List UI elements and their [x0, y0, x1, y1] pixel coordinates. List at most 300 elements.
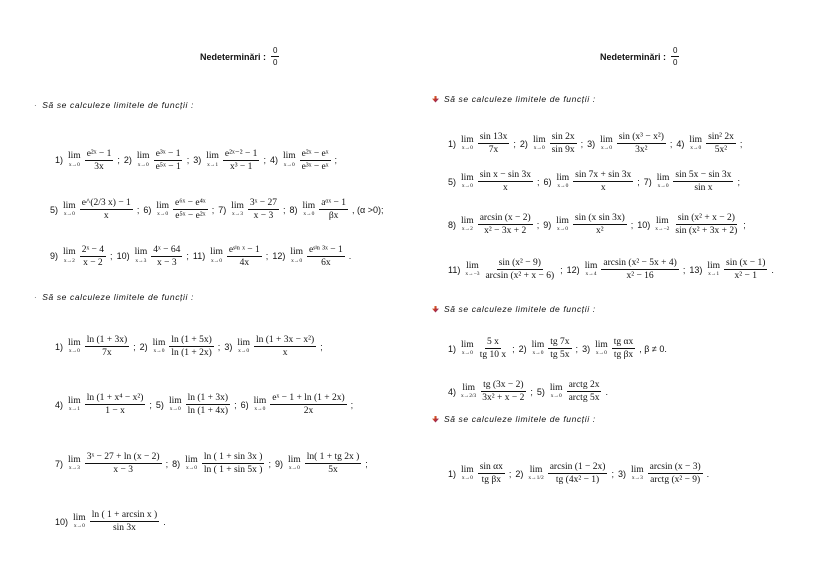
fraction [548, 462, 608, 485]
limit-operator [210, 248, 223, 264]
limit-subscript: x→−2 [655, 226, 670, 232]
fraction [151, 245, 182, 268]
fraction [724, 258, 767, 281]
limit-operator [461, 466, 474, 482]
fraction [673, 213, 739, 236]
numerator: ln (1 + x⁴ − x²) [86, 393, 144, 403]
problem-number: 1) [448, 468, 457, 479]
separator: ; [263, 155, 266, 165]
fraction [227, 244, 262, 268]
problem-item [567, 258, 686, 281]
separator: ; [217, 341, 221, 352]
heading-label: Nedeterminări : [200, 51, 267, 62]
denominator: x − 2 [83, 257, 103, 268]
limit-subscript: x→0 [68, 348, 80, 354]
lim-word: lim [136, 151, 150, 161]
problem-number: 4) [448, 386, 457, 397]
fraction [573, 170, 633, 193]
problem-item [537, 380, 608, 403]
lim-word: lim [689, 134, 703, 145]
section-title-text: Să se calculeze limitele de funcții : [444, 304, 596, 314]
denominator: x − 3 [253, 211, 274, 221]
problem-item [50, 198, 139, 221]
limit-operator [254, 397, 267, 413]
numerator: sin (x sin 3x) [574, 213, 625, 223]
problem-item [241, 393, 354, 416]
lim-word: lim [600, 134, 613, 145]
separator: ; [536, 176, 540, 187]
numerator: sin x − sin 3x [479, 170, 531, 180]
problem-item [543, 170, 639, 193]
denominator: 3x² + x − 2 [482, 393, 525, 403]
denominator: 0 [673, 58, 678, 67]
problem-number: 5) [536, 386, 545, 397]
fraction [319, 198, 348, 221]
fraction [173, 198, 208, 221]
denominator: arctg (x² − 9) [650, 475, 701, 485]
limit-operator [237, 339, 250, 355]
problem-item [218, 198, 285, 221]
limit-subscript: x→0 [303, 211, 315, 217]
denominator: x − 3 [157, 257, 177, 268]
problem-number: 3) [587, 138, 596, 149]
limit-operator [63, 202, 76, 218]
numerator: eˢⁱⁿ ³ˣ − 1 [309, 245, 343, 255]
lim-word: lim [461, 464, 474, 475]
numerator: ln (1 + 3x − x²) [256, 335, 315, 345]
problem-number: 4) [269, 155, 278, 165]
denominator: ln (1 + 2x) [171, 348, 212, 358]
lim-word: lim [290, 247, 303, 257]
problem-item [644, 170, 740, 193]
denominator: 3x² [635, 145, 648, 155]
section-title-text: Să se calculeze limitele de funcții : [42, 292, 194, 302]
problem-number: 8) [172, 458, 181, 469]
problem-number: 3) [582, 343, 591, 354]
fraction [550, 132, 577, 155]
problem-item [172, 452, 271, 475]
problem-number: 9) [275, 458, 284, 469]
problem-row [55, 335, 327, 358]
separator: ; [560, 264, 563, 275]
problem-row [50, 198, 387, 221]
problem-row [448, 213, 750, 236]
limit-operator [137, 152, 150, 168]
problem-item [448, 337, 515, 360]
denominator: 5x [328, 465, 338, 475]
separator: ; [265, 251, 269, 261]
limit-operator [156, 202, 169, 218]
problem-item [689, 258, 774, 281]
separator: ; [133, 341, 136, 352]
problem-item [124, 149, 189, 172]
limit-subscript: x→2/3 [461, 393, 477, 399]
lim-word: lim [68, 151, 81, 161]
problem-item [193, 244, 268, 268]
lim-word: lim [656, 215, 669, 226]
fraction [567, 380, 602, 403]
numerator: arcsin (1 − 2x) [549, 462, 606, 472]
denominator: 1 − x [105, 406, 125, 416]
fraction [478, 170, 533, 193]
problem-item [519, 337, 578, 360]
limit-subscript: x→0 [169, 406, 181, 412]
limit-subscript: x→3 [68, 465, 80, 471]
problem-number: 3) [617, 468, 626, 479]
fraction [248, 198, 279, 221]
separator: ; [283, 204, 286, 215]
limit-operator [707, 262, 720, 278]
fraction [478, 132, 510, 155]
problem-number: 7) [643, 176, 652, 187]
problem-number: 10) [116, 251, 130, 261]
limit-operator [461, 384, 476, 400]
limit-operator [655, 217, 669, 233]
numerator: eˢⁱⁿ ˣ − 1 [228, 245, 260, 255]
fraction [254, 335, 316, 358]
fraction [90, 510, 160, 533]
lim-word: lim [462, 382, 475, 393]
numerator: ln (1 + 3x) [86, 335, 128, 345]
lim-word: lim [68, 337, 81, 348]
denominator: sin (x² + 3x + 2) [675, 226, 738, 236]
limit-operator [68, 397, 81, 413]
lim-word: lim [156, 200, 170, 211]
problem-number: 5) [50, 204, 59, 215]
numerator: aᵅˣ − 1 [321, 198, 347, 208]
problem-number: 2) [139, 341, 148, 352]
fraction [612, 337, 636, 360]
denominator: 2x [303, 406, 314, 416]
dot-bullet-icon: · [34, 100, 38, 110]
numerator: e^(2/3 x) − 1 [81, 198, 131, 208]
limit-operator [631, 466, 644, 482]
fraction [617, 132, 666, 155]
limit-subscript: x→0 [532, 350, 544, 356]
numerator: e²ˣ − 1 [86, 148, 112, 159]
lim-word: lim [231, 200, 244, 211]
lim-word: lim [282, 151, 296, 161]
problem-number: 5) [155, 399, 164, 410]
problem-item [290, 198, 384, 221]
separator: ; [508, 468, 512, 479]
problem-row [55, 393, 357, 416]
section-title-text: Să se calculeze limitele de funcții : [444, 94, 596, 104]
limit-subscript: x→0 [690, 145, 702, 151]
lim-word: lim [529, 464, 543, 475]
arrow-bullet-icon [432, 96, 439, 103]
heading-fraction [671, 46, 679, 67]
lim-word: lim [206, 151, 219, 161]
separator: ; [268, 458, 271, 469]
limit-subscript: x→0 [283, 161, 295, 168]
limit-operator [135, 248, 148, 264]
separator: . [163, 516, 166, 527]
limit-operator [657, 174, 670, 190]
fraction [706, 132, 736, 155]
fraction [186, 393, 230, 416]
problem-row [448, 170, 744, 193]
limit-subscript: x→2 [461, 226, 473, 232]
denominator: 4x [239, 258, 250, 268]
section-title-text: Să se calculeze limitele de funcții : [42, 100, 194, 110]
separator: ; [365, 458, 368, 469]
problem-number: 6) [143, 204, 152, 215]
limit-subscript: x→0 [254, 406, 266, 412]
limit-operator [185, 456, 198, 472]
limit-subscript: x→1 [708, 271, 720, 277]
numerator: tg 7x [550, 337, 570, 347]
denominator: 0 [273, 58, 278, 67]
limit-subscript: x→1 [207, 161, 219, 168]
problem-item [50, 245, 113, 268]
problem-item [515, 462, 614, 485]
fraction [85, 149, 114, 172]
problem-number: 7) [55, 458, 64, 469]
problem-number: 2) [519, 138, 528, 149]
lim-word: lim [656, 172, 670, 183]
problem-row [448, 380, 612, 403]
limit-subscript: x→0 [291, 257, 303, 264]
limit-operator [595, 341, 608, 357]
denominator: sin 3x [112, 523, 136, 533]
fraction [573, 213, 627, 236]
numerator: ln ( 1 + sin 3x ) [203, 452, 263, 462]
limit-operator [556, 217, 569, 233]
problem-item [448, 170, 539, 193]
limit-operator [532, 341, 545, 357]
denominator: x² − 16 [626, 271, 654, 281]
limit-operator [169, 397, 182, 413]
lim-word: lim [595, 339, 608, 350]
limit-subscript: x→−3 [465, 271, 480, 277]
limit-subscript: x→0 [600, 145, 612, 151]
separator: ; [512, 343, 515, 354]
separator: ; [234, 399, 237, 410]
limit-operator [461, 341, 474, 357]
fraction [270, 393, 346, 416]
numerator: ln (1 + 3x) [187, 393, 229, 403]
lim-word: lim [461, 172, 474, 183]
problem-row [55, 148, 341, 172]
fraction [307, 244, 345, 268]
denominator: sin x [694, 183, 713, 193]
lim-word: lim [532, 134, 546, 145]
lim-word: lim [302, 200, 316, 211]
separator: ; [149, 399, 152, 410]
lim-word: lim [152, 337, 166, 348]
separator: ; [350, 399, 354, 410]
problem-row [50, 244, 355, 268]
numerator: sin (x³ − x²) [618, 132, 664, 142]
lim-word: lim [68, 454, 81, 465]
limit-operator [73, 514, 86, 530]
limit-operator [63, 248, 76, 264]
numerator: e²ˣ⁻² − 1 [224, 149, 258, 159]
denominator: e⁵ˣ − 1 [155, 161, 181, 172]
problem-item [448, 462, 511, 485]
separator: ; [611, 468, 614, 479]
dot-bullet-icon: · [34, 292, 38, 302]
lim-word: lim [253, 395, 267, 406]
problem-number: 10) [637, 219, 651, 230]
section-title [432, 94, 596, 104]
problem-item [448, 213, 539, 236]
limit-operator [206, 152, 219, 168]
separator: . [348, 251, 352, 261]
problem-item [618, 462, 709, 485]
limit-operator [461, 174, 474, 190]
separator: ; [211, 204, 215, 215]
problem-number: 4) [676, 138, 685, 149]
numerator: arcsin (x − 3) [649, 462, 701, 472]
problem-number: 2) [123, 155, 132, 165]
lim-word: lim [68, 395, 81, 406]
numerator: sin αx [479, 462, 503, 472]
problem-item [637, 213, 746, 236]
numerator: 0 [273, 46, 278, 55]
denominator: x² − 1 [734, 271, 757, 281]
limit-subscript: x→0 [595, 350, 607, 356]
denominator: 5x² [714, 145, 728, 155]
limit-operator [689, 136, 702, 152]
lim-word: lim [210, 247, 223, 257]
section-title [432, 414, 596, 424]
limit-operator [585, 262, 598, 278]
fraction [202, 452, 265, 475]
limit-operator [461, 136, 474, 152]
denominator: x [103, 211, 109, 221]
limit-subscript: x→0 [68, 161, 80, 168]
section-title [432, 304, 596, 314]
limit-operator [533, 136, 546, 152]
separator: ; [117, 155, 120, 165]
lim-word: lim [584, 260, 598, 271]
separator: ; [513, 138, 516, 149]
numerator: arcsin (x − 2) [479, 213, 531, 223]
limit-subscript: x→0 [550, 393, 562, 399]
fraction [223, 148, 260, 172]
problem-item [520, 132, 583, 155]
fraction [300, 149, 331, 172]
denominator: x² [596, 226, 604, 236]
limit-operator [557, 174, 570, 190]
arrow-bullet-icon [432, 306, 439, 313]
numerator: sin (x − 1) [726, 258, 766, 268]
denominator: 7x [102, 348, 112, 358]
numerator: 3ˣ − 27 [249, 198, 277, 208]
problem-item [156, 393, 237, 416]
separator: ; [575, 343, 579, 354]
limit-subscript: x→0 [461, 475, 473, 481]
limit-operator [231, 202, 244, 218]
separator: ; [530, 386, 533, 397]
limit-subscript: x→0 [73, 523, 85, 529]
limit-operator [288, 456, 301, 472]
problem-row [448, 462, 713, 485]
lim-word: lim [63, 247, 76, 257]
problem-number: 1) [55, 341, 64, 352]
limit-subscript: x→0 [137, 161, 149, 168]
numerator: sin (x² + x − 2) [677, 213, 735, 223]
problem-number: 4) [55, 399, 64, 410]
problem-number: 1) [448, 138, 457, 149]
separator: ; [165, 458, 169, 469]
separator: ; [630, 219, 634, 230]
lim-word: lim [707, 260, 721, 271]
limit-operator [68, 456, 81, 472]
problem-item [448, 258, 563, 281]
lim-word: lim [185, 454, 198, 465]
numerator: arctg 2x [568, 380, 600, 390]
problem-number: 6) [240, 399, 249, 410]
fraction [169, 335, 213, 358]
numerator: sin 13x [479, 132, 508, 142]
lim-word: lim [531, 339, 545, 350]
problem-row [55, 452, 372, 475]
heading-fraction [271, 46, 279, 67]
numerator: sin 2x [551, 132, 575, 142]
separator: . [605, 386, 608, 397]
separator: ; [739, 138, 743, 149]
problem-row [55, 510, 170, 533]
limit-subscript: x→3 [135, 257, 147, 264]
numerator: 2ˣ − 4 [81, 244, 105, 255]
section-title-text: Să se calculeze limitele de funcții : [444, 414, 596, 424]
heading-label: Nedeterminări : [600, 51, 667, 62]
problem-item [448, 132, 516, 155]
fraction [80, 245, 106, 268]
problem-number: 9) [50, 251, 59, 261]
fraction [673, 170, 733, 193]
denominator: ln (1 + 4x) [187, 406, 229, 416]
separator: , (α >0); [352, 204, 384, 215]
limit-subscript: x→0 [238, 348, 250, 354]
denominator: tg 5x [550, 350, 570, 360]
numerator: tg (3x − 2) [483, 380, 524, 390]
limit-subscript: x→0 [157, 211, 169, 217]
limit-operator [290, 248, 303, 264]
limit-subscript: x→0 [533, 145, 545, 151]
separator: . [706, 468, 710, 479]
limit-operator [153, 339, 166, 355]
problem-number: 12) [566, 264, 580, 275]
lim-word: lim [466, 260, 479, 271]
limit-subscript: x→0 [153, 348, 165, 354]
limit-operator [461, 217, 474, 233]
limit-subscript: x→0 [461, 145, 473, 151]
limit-operator [465, 262, 479, 278]
denominator: tg βx [613, 350, 634, 360]
separator: ; [682, 264, 686, 275]
lim-word: lim [556, 172, 570, 183]
section-title [34, 100, 194, 110]
numerator: sin 7x + sin 3x [575, 170, 632, 180]
fraction [80, 198, 133, 221]
problem-number: 1) [448, 343, 457, 354]
numerator: tg αx [613, 337, 634, 347]
separator: ; [637, 176, 640, 187]
problem-number: 11) [448, 264, 461, 275]
fraction [305, 452, 362, 475]
fraction [483, 258, 556, 281]
limit-subscript: x→2 [63, 257, 75, 264]
problem-item [448, 380, 533, 403]
problem-item [543, 213, 633, 236]
fraction [85, 452, 162, 475]
problem-number: 8) [448, 219, 457, 230]
denominator: arctg 5x [568, 393, 600, 403]
